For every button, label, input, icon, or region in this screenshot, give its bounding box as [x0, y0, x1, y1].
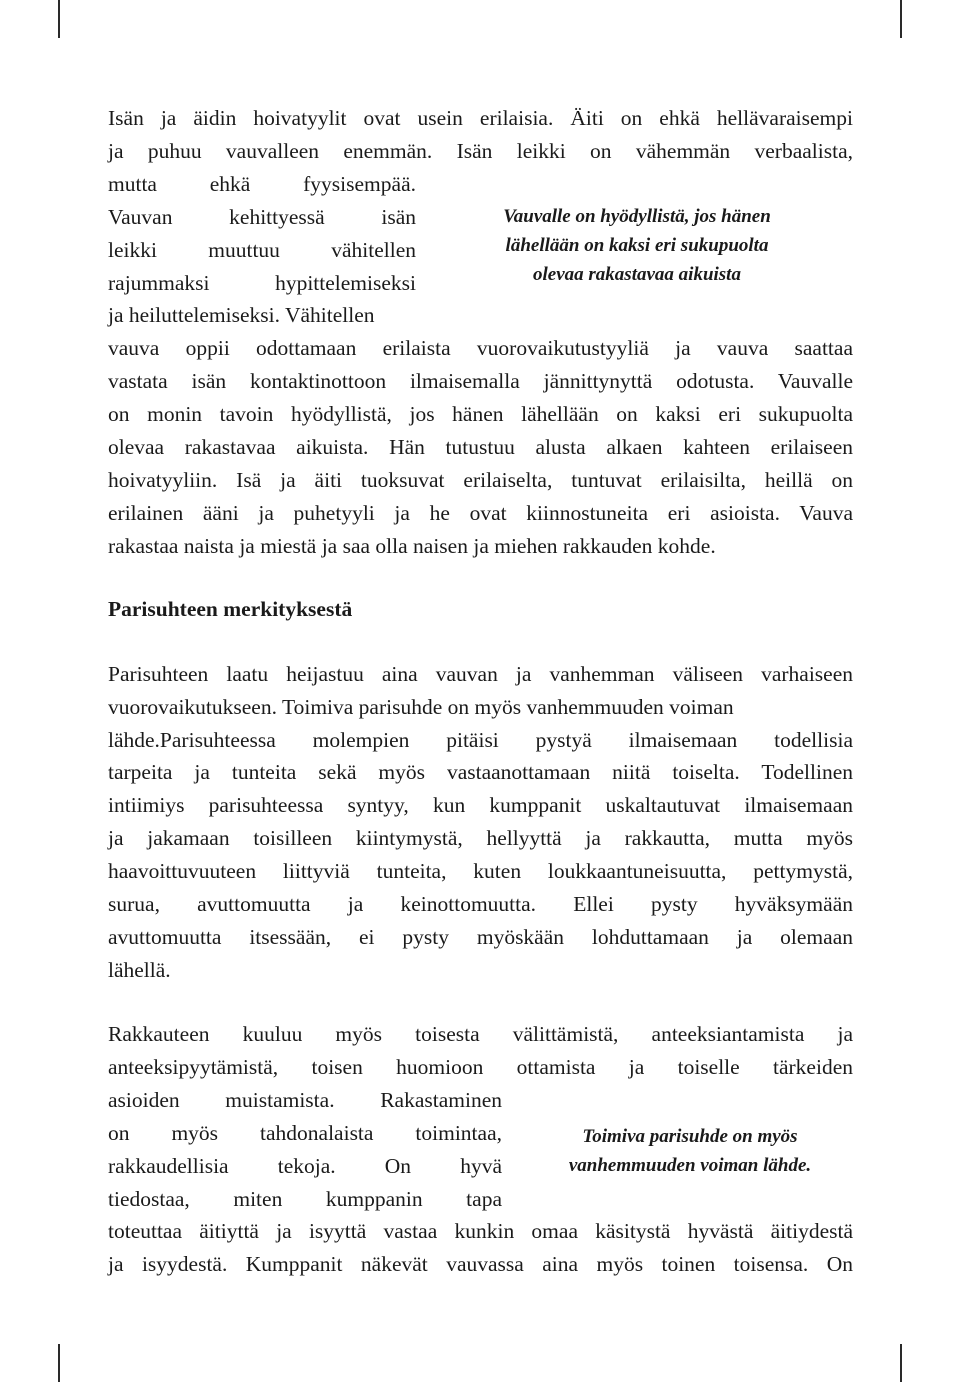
- text-line: ja jakamaan toisilleen kiintymystä, hellyyttä ja rakkautta, mutta myös: [108, 826, 853, 850]
- text-line: leikki muuttuu vähitellen: [108, 238, 416, 262]
- text-line: ja heiluttelemiseksi. Vähitellen: [108, 303, 375, 327]
- pull-quote-line: olevaa rakastavaa aikuista: [533, 264, 741, 285]
- text-line: surua, avuttomuutta ja keinottomuutta. Ellei pysty hyväksymään: [108, 892, 853, 916]
- text-line: lähellä.: [108, 958, 171, 982]
- text-line: Vauvan kehittyessä isän: [108, 205, 416, 229]
- text-line: Isän ja äidin hoivatyylit ovat usein erilaisia. Äiti on ehkä hellävaraisempi: [108, 106, 853, 130]
- text-line: anteeksipyytämistä, toisen huomioon ottamista ja toiselle tärkeiden: [108, 1055, 853, 1079]
- text-line: asioiden muistamista. Rakastaminen: [108, 1088, 502, 1112]
- text-line: Rakkauteen kuuluu myös toisesta välittämistä, anteeksiantamista ja: [108, 1022, 853, 1046]
- section-heading: Parisuhteen merkityksestä: [108, 597, 353, 621]
- pull-quote-line: lähellään on kaksi eri sukupuolta: [505, 235, 769, 256]
- text-line: vastata isän kontaktinottoon ilmaisemalla jännittynyttä odotusta. Vauvalle: [108, 369, 853, 393]
- text-line: avuttomuutta itsessään, ei pysty myöskään lohduttamaan ja olemaan: [108, 925, 853, 949]
- text-line: ja isyydestä. Kumppanit näkevät vauvassa aina myös toinen toisensa. On: [108, 1252, 853, 1276]
- pull-quote-2: [530, 1122, 850, 1180]
- pull-quote-1: [462, 202, 812, 289]
- pull-quote-line: Toimiva parisuhde on myös: [582, 1126, 798, 1147]
- text-line: vuorovaikutukseen. Toimiva parisuhde on myös vanhemmuuden voiman: [108, 695, 734, 719]
- text-line: on monin tavoin hyödyllistä, jos hänen lähellään on kaksi eri sukupuolta: [108, 402, 853, 426]
- text-line: haavoittuvuuteen liittyviä tunteita, kuten loukkaantuneisuutta, pettymystä,: [108, 859, 853, 883]
- text-line: erilainen ääni ja puhetyyli ja he ovat kiinnostuneita eri asioista. Vauva: [108, 501, 853, 525]
- pull-quote-line: vanhemmuuden voiman lähde.: [568, 1155, 812, 1176]
- crop-mark-top-left: [58, 0, 60, 38]
- text-line: tiedostaa, miten kumppanin tapa: [108, 1187, 502, 1211]
- crop-mark-top-right: [900, 0, 902, 38]
- text-line: ja puhuu vauvalleen enemmän. Isän leikki on vähemmän verbaalista,: [108, 139, 853, 163]
- text-line: vauva oppii odottamaan erilaista vuorovaikutustyyliä ja vauva saattaa: [108, 336, 853, 360]
- crop-mark-bottom-right: [900, 1344, 902, 1382]
- text-line: hoivatyyliin. Isä ja äiti tuoksuvat erilaiselta, tuntuvat erilaisilta, heillä on: [108, 468, 853, 492]
- crop-mark-bottom-left: [58, 1344, 60, 1382]
- text-line: rakkaudellisia tekoja. On hyvä: [108, 1154, 502, 1178]
- text-line: on myös tahdonalaista toimintaa,: [108, 1121, 502, 1145]
- text-line: olevaa rakastavaa aikuista. Hän tutustuu alusta alkaen kahteen erilaiseen: [108, 435, 853, 459]
- text-line: intiimiys parisuhteessa syntyy, kun kumppanit uskaltautuvat ilmaisemaan: [108, 793, 853, 817]
- text-line: rakastaa naista ja miestä ja saa olla naisen ja miehen rakkauden kohde.: [108, 534, 716, 558]
- pull-quote-line: Vauvalle on hyödyllistä, jos hänen: [503, 206, 771, 227]
- text-line: mutta ehkä fyysisempää.: [108, 172, 416, 196]
- text-line: lähde.Parisuhteessa molempien pitäisi pystyä ilmaisemaan todellisia: [108, 728, 853, 752]
- text-line: rajummaksi hypittelemiseksi: [108, 271, 416, 295]
- text-line: toteuttaa äitiyttä ja isyyttä vastaa kunkin omaa käsitystä hyvästä äitiydestä: [108, 1219, 853, 1243]
- text-line: tarpeita ja tunteita sekä myös vastaanottamaan niitä toiselta. Todellinen: [108, 760, 853, 784]
- text-line: Parisuhteen laatu heijastuu aina vauvan ja vanhemman väliseen varhaiseen: [108, 662, 853, 686]
